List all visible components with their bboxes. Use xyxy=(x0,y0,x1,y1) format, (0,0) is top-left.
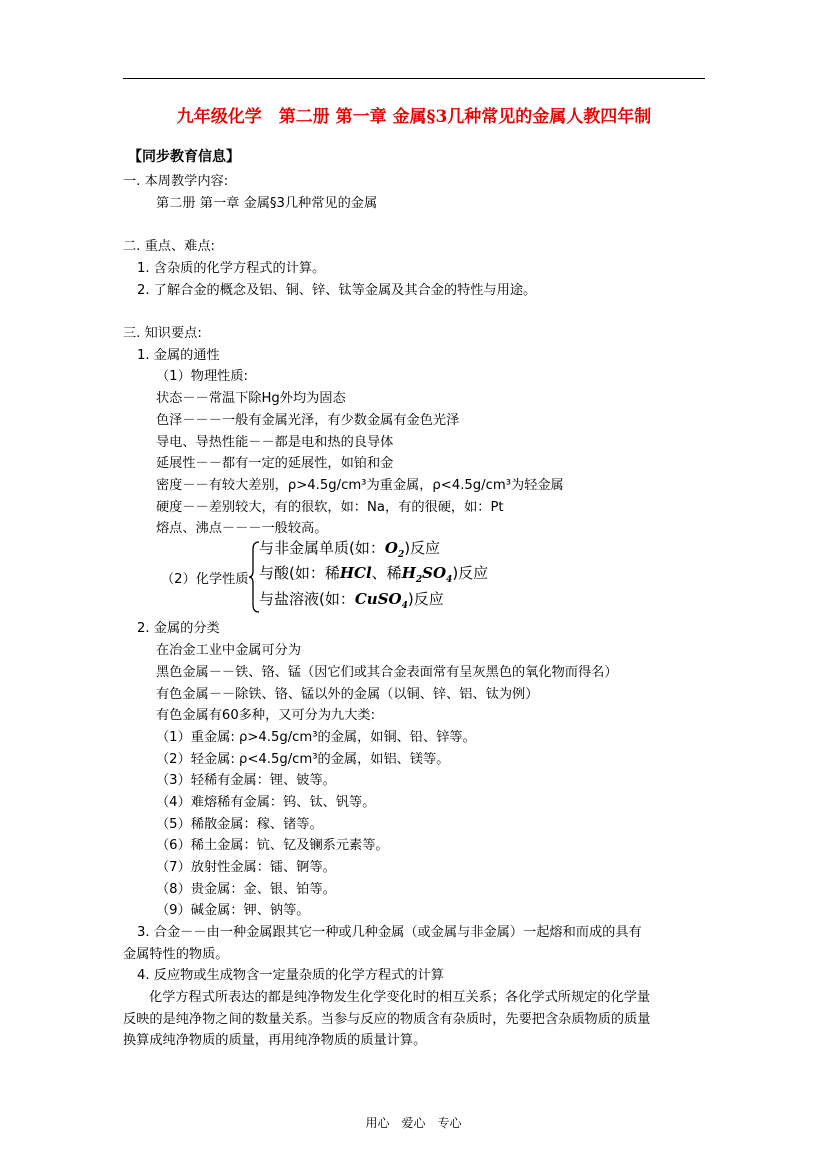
phys-item: 色泽－－－一般有金属光泽，有少数金属有金色光泽 xyxy=(156,413,460,428)
p2-item: 有色金属有60多种，又可分为九大类: xyxy=(156,708,376,723)
metal-class: （5）稀散金属：稼、锗等。 xyxy=(156,817,323,832)
page-title: 九年级化学 第二册 第一章 金属§3几种常见的金属人教四年制 xyxy=(176,107,652,127)
s1-heading: 一. 本周教学内容: xyxy=(123,174,229,189)
chem-line-nonmetal: 与非金属单质(如：$O_2$)反应 xyxy=(259,539,441,560)
metal-class: （2）轻金属: ρ<4.5g/cm³的金属，如铝、镁等。 xyxy=(156,752,450,767)
chem-line-salt: 与盐溶液(如：CuSO$_4$)反应 xyxy=(259,590,444,611)
phys-heading: （1）物理性质: xyxy=(156,369,248,384)
metal-class: （3）轻稀有金属：锂、铍等。 xyxy=(156,773,336,788)
s2-item: 2. 了解合金的概念及铝、铜、锌、钛等金属及其合金的特性与用途。 xyxy=(137,283,537,298)
s1-body: 第二册 第一章 金属§3几种常见的金属 xyxy=(156,196,378,211)
chem-line-acid: 与酸(如：稀HCl、稀$H_2SO_4$)反应 xyxy=(259,564,489,585)
p2-item: 有色金属－－除铁、铬、锰以外的金属（以铜、锌、铝、钛为例） xyxy=(156,687,539,702)
p4-paragraph-line: 化学方程式所表达的都是纯净物发生化学变化时的相互关系；各化学式所规定的化学量 xyxy=(149,990,651,1005)
metal-class: （1）重金属: ρ>4.5g/cm³的金属，如铜、铅、锌等。 xyxy=(156,730,476,745)
p2-heading: 2. 金属的分类 xyxy=(137,621,220,636)
phys-item: 硬度－－差别较大，有的很软，如：Na，有的很硬，如：Pt xyxy=(156,500,504,515)
s2-item: 1. 含杂质的化学方程式的计算。 xyxy=(137,261,326,276)
metal-class: （4）难熔稀有金属：钨、钛、钒等。 xyxy=(156,795,376,810)
section-header: 【同步教育信息】 xyxy=(128,149,240,165)
p4-paragraph-line: 反映的是纯净物之间的数量关系。当参与反应的物质含有杂质时，先要把含杂质物质的质量 xyxy=(123,1012,651,1027)
phys-item: 状态－－常温下除Hg外均为固态 xyxy=(156,391,346,406)
metal-class: （6）稀土金属：钪、钇及镧系元素等。 xyxy=(156,838,389,853)
phys-item: 延展性－－都有一定的延展性，如铂和金 xyxy=(156,456,394,471)
page-footer: 用心 爱心 专心 xyxy=(365,1116,462,1130)
s2-heading: 二. 重点、难点: xyxy=(123,239,215,254)
phys-item: 熔点、沸点－－－一般较高。 xyxy=(156,521,328,536)
p2-item: 在冶金工业中金属可分为 xyxy=(156,643,302,658)
metal-class: （9）碱金属：钾、钠等。 xyxy=(156,903,310,918)
phys-item: 密度－－有较大差别，ρ>4.5g/cm³为重金属，ρ<4.5g/cm³为轻金属 xyxy=(156,478,564,493)
p3-line: 金属特性的物质。 xyxy=(123,947,229,962)
s3-heading: 三. 知识要点: xyxy=(123,326,202,341)
p2-item: 黑色金属－－铁、铬、锰（因它们或其合金表面常有呈灰黑色的氧化物而得名） xyxy=(156,665,618,680)
p1-heading: 1. 金属的通性 xyxy=(137,348,220,363)
phys-item: 导电、导热性能－－都是电和热的良导体 xyxy=(156,435,394,450)
metal-class: （7）放射性金属：镭、锕等。 xyxy=(156,860,336,875)
metal-class: （8）贵金属：金、银、铂等。 xyxy=(156,882,336,897)
p3-line: 3. 合金－－由一种金属跟其它一种或几种金属（或金属与非金属）一起熔和而成的具有 xyxy=(137,925,642,940)
header-rule xyxy=(123,78,705,79)
chem-label: （2）化学性质 xyxy=(161,572,249,587)
p4-heading: 4. 反应物或生成物含一定量杂质的化学方程式的计算 xyxy=(137,968,444,983)
p4-paragraph-line: 换算成纯净物质的质量，再用纯净物质的质量计算。 xyxy=(123,1033,427,1048)
